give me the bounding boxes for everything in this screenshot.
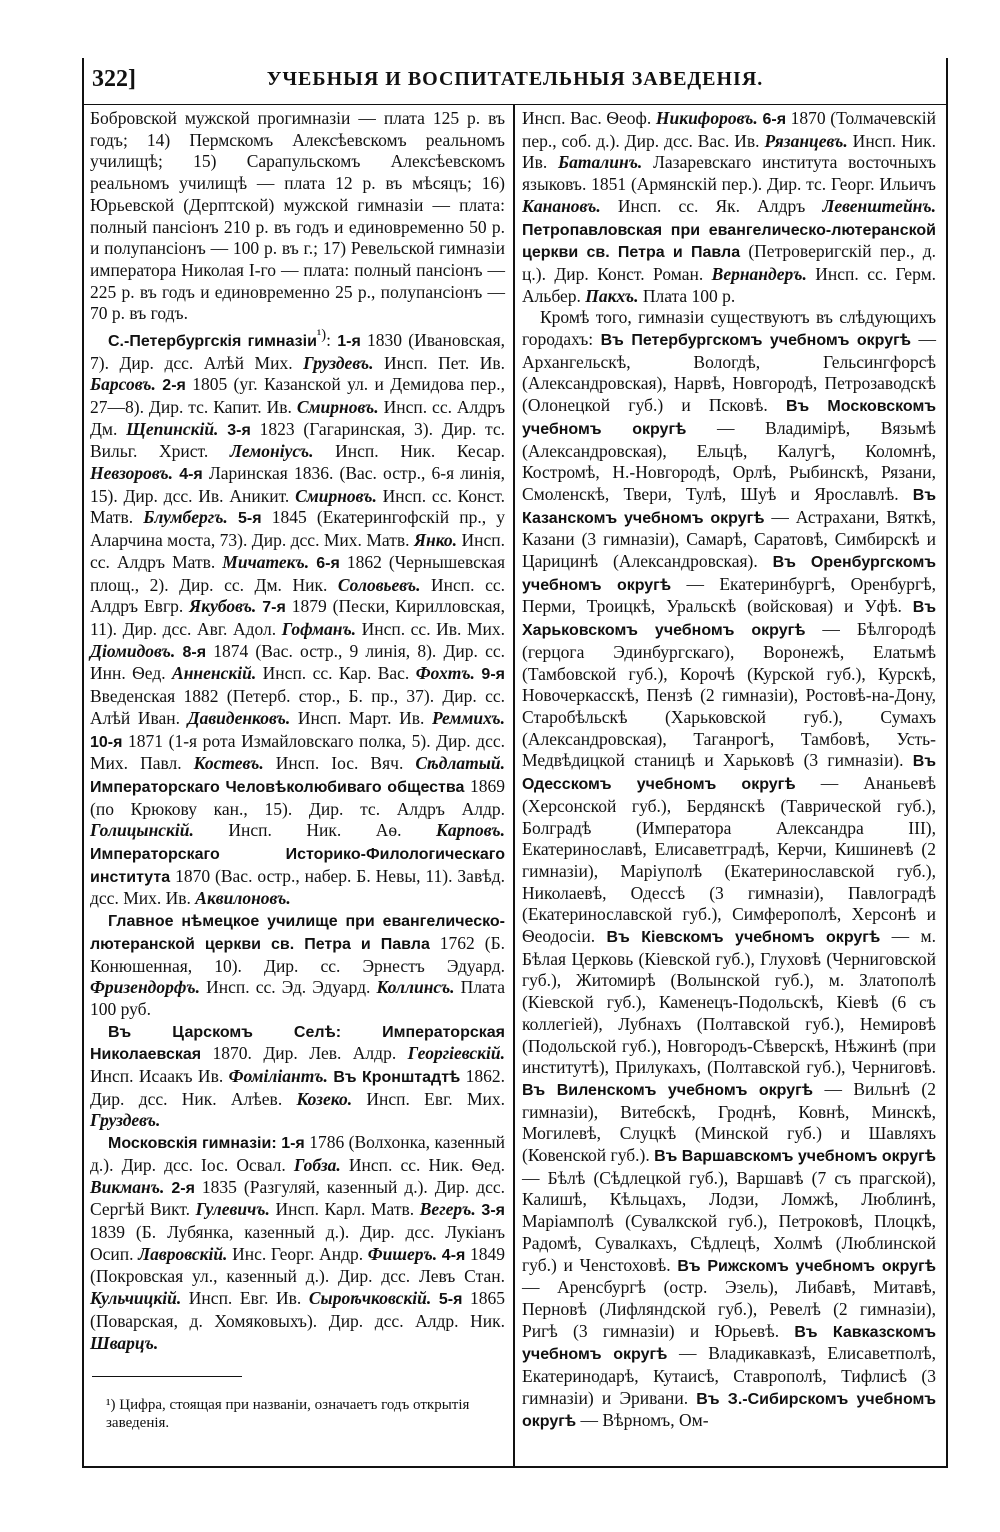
- surname: Гулевичъ.: [195, 1199, 270, 1220]
- surname: Невзоровъ.: [90, 463, 173, 484]
- surname: Гофманъ.: [281, 619, 357, 639]
- text: — Архангельскѣ, Вологдѣ, Гельсингфорсѣ (Александровская), Нарвѣ, Новгородѣ, Петрозаводскѣ (Олонецкой губ.) и Псковѣ.: [522, 329, 937, 416]
- surname: Аквилоновъ.: [195, 888, 291, 909]
- surname: Фишеръ.: [367, 1243, 438, 1264]
- text: Инсп. Карл. Матв.: [269, 1199, 420, 1220]
- text: 1870. Дир. Лев. Алдр.: [201, 1043, 408, 1064]
- text: Плата 100 руб.: [90, 977, 505, 1019]
- surname: Карповъ.: [435, 820, 505, 841]
- text: — Вѣрномъ, Ом-: [576, 1410, 709, 1431]
- text: Инсп. Ник. Ив.: [522, 130, 936, 173]
- footnote-rule: [92, 1376, 242, 1377]
- right-column: [522, 108, 936, 1433]
- surname: Груздевъ.: [90, 1110, 161, 1131]
- surname: Гобза.: [293, 1154, 341, 1175]
- text: — Владимірѣ, Вязьмѣ (Александровская), Ельцѣ, Калугѣ, Коломнѣ, Костромѣ, Н.-Новгородѣ, Орлѣ, Рыбинскѣ, Рязани, Смоленскѣ, Твери, Тулѣ, Шуѣ и Ярославлѣ.: [522, 417, 937, 504]
- gymnasium-number: 8-я: [175, 643, 207, 661]
- text: — м. Бѣлая Церковь (Кіевской губ.), Глуховѣ (Черниговской губ.), Житомирѣ (Волынской губ.), м. Златополѣ (Кіевской губ.), Каменецъ-Подольскѣ, Кіевѣ (6 съ коллегіей), Лубнахъ (Полтавской губ.), Немировѣ (Подольской губ.), Новгородъ-Сѣверскѣ, Нѣжинѣ (при институтѣ), Прилукахъ, (Полтавской губ.), Черниговѣ.: [522, 926, 936, 1078]
- text: Кромѣ того, гимназіи существуютъ въ слѣдующихъ городахъ:: [522, 307, 936, 350]
- surname: Анненскій.: [172, 663, 257, 684]
- left-column: [90, 108, 505, 1354]
- footnote-marker: ¹): [316, 327, 327, 344]
- paragraph-tsarskoe-selo: [90, 1021, 505, 1133]
- text: — Аренсбургѣ (остр. Эзель), Либавѣ, Митавѣ, Перновѣ (Лифляндской губ.), Ревелѣ (2 гимназіи), Ригѣ (3 гимназіи) и Юрьевѣ.: [522, 1277, 936, 1341]
- surname: Діомидовъ.: [90, 640, 176, 661]
- text: 1865 (Поварская, д. Хомяковыхъ). Дир. дсс. Алдр. Ник.: [90, 1288, 506, 1331]
- column-divider: [513, 104, 515, 1468]
- district-name: Въ З.-Сибирскомъ учебномъ округѣ: [522, 1390, 937, 1431]
- text: Инсп. сс. Як. Алдръ: [600, 195, 823, 216]
- district-name: Въ Петербургскомъ учебномъ округѣ: [600, 332, 912, 350]
- surname: Канановъ.: [522, 195, 601, 216]
- text: 1805 (уг. Казанской ул. и Демидова пер., 27—8). Дир. тс. Капит. Ив.: [90, 374, 505, 417]
- surname: Голицынскій.: [90, 820, 194, 841]
- text: 1874 (Вас. остр., 9 линія, 8). Дир. сс. Инн. Ѳед.: [90, 640, 505, 684]
- text: 1862 (Чернышевская площ., 2). Дир. сс. Дм. Ник.: [90, 551, 505, 595]
- surname: Баталинъ.: [558, 152, 643, 173]
- text: 1830 (Ивановская, 7). Дир. дсс. Алѣй Мих.: [90, 329, 505, 373]
- surname: Никифоровъ.: [655, 108, 758, 128]
- text: 1839 (Б. Лубянка, казенный д.). Дир. дсс. Лукіанъ Осип.: [90, 1221, 505, 1264]
- text: — Астрахани, Вяткѣ, Казани (3 гимназіи), Самарѣ, Саратовѣ, Симбирскѣ и Царицинѣ (Александровская).: [522, 506, 937, 572]
- school-name: Главное нѣмецкое училище при евангелическо-лютеранской церкви св. Петра и Павла: [90, 913, 505, 953]
- text: Плата 100 р.: [638, 285, 736, 306]
- section-heading: Московскія гимназіи:: [108, 1135, 277, 1153]
- running-title: УЧЕБНЫЯ И ВОСПИТАТЕЛЬНЫЯ ЗАВЕДЕНІЯ.: [266, 68, 764, 90]
- gymnasium-number: 6-я: [309, 554, 340, 572]
- surname: Сыроѣчковскій.: [308, 1288, 432, 1309]
- section-heading: С.-Петербургскія гимназіи: [108, 332, 317, 350]
- gymnasium-number: 5-я: [431, 1291, 463, 1309]
- text: Инсп. Іос. Вяч.: [263, 753, 416, 774]
- school-name: Петропавловская при евангелическо-лютеранской церкви св. Петра и Павла: [522, 221, 936, 262]
- text: Инсп. сс. Эд. Эдуард.: [199, 977, 377, 998]
- text: Инсп. Март. Ив.: [290, 707, 432, 728]
- text: 1823 (Гагаринская, 3). Дир. тс. Вильг. Христ.: [90, 418, 505, 462]
- surname: Кульчицкій.: [90, 1288, 182, 1309]
- surname: Вегеръ.: [419, 1199, 476, 1220]
- gymnasium-name: Императорскаго Человѣколюбиваго общества: [90, 778, 465, 796]
- text: 1835 (Разгуляй, казенный д.). Дир. дсс. Сергѣй Викт.: [90, 1176, 506, 1220]
- surname: Смирновъ.: [295, 485, 377, 506]
- text: 1871 (1-я рота Измайловскаго полка, 5). Дир. дсс. Мих. Павл.: [90, 730, 505, 774]
- district-name: Въ Харьковскомъ учебномъ округѣ: [522, 599, 936, 640]
- district-name: Въ Кіевскомъ учебномъ округѣ: [606, 929, 881, 947]
- book-page: [82, 58, 948, 1468]
- school-name: Въ Царскомъ Селѣ: Императорская Николаевская: [90, 1023, 505, 1064]
- text: :: [326, 329, 338, 350]
- gymnasium-number: 4-я: [437, 1246, 466, 1264]
- surname: Вернандеръ.: [711, 263, 807, 284]
- district-name: Въ Оренбургскомъ учебномъ округѣ: [522, 554, 936, 594]
- text: Инсп. Евг. Ив.: [181, 1288, 309, 1309]
- surname: Шварцъ.: [90, 1332, 159, 1353]
- text: — Вильнѣ (2 гимназіи), Витебскѣ, Гроднѣ, Ковнѣ, Минскѣ, Могилевѣ, Слуцкѣ (Минской губ.) и Шавляхъ (Ковенской губ.).: [522, 1078, 936, 1166]
- surname: Фризендорфъ.: [90, 977, 200, 998]
- gymnasium-number: 4-я: [173, 466, 203, 484]
- gymnasium-number: 2-я: [155, 377, 186, 395]
- surname: Рязанцевъ.: [764, 130, 848, 151]
- page-number: 322]: [92, 66, 136, 92]
- text: Инсп. Евг. Мих.: [352, 1088, 505, 1109]
- surname: Соловьевъ.: [337, 574, 421, 595]
- text: Инсп. сс. Ив. Мих.: [356, 619, 506, 639]
- text: 1869 (по Крюкову кан., 15). Дир. тс. Алдръ Алдр.: [90, 775, 505, 819]
- district-name: Въ Одесскомъ учебномъ округѣ: [522, 753, 936, 794]
- gymnasium-name: Императорскаго Историко-Филологическаго института: [90, 846, 505, 886]
- paragraph-other-cities: [522, 307, 936, 1433]
- text: Инсп. сс. Алдръ Евгр.: [90, 574, 506, 617]
- text: Инсп. Ник. Кесар.: [313, 441, 505, 462]
- surname: Лемоніусъ.: [229, 441, 314, 462]
- text: Инсп. сс. Герм. Альбер.: [522, 263, 937, 306]
- district-name: Въ Московскомъ учебномъ округѣ: [522, 398, 936, 438]
- text: Инсп. сс. Кар. Вас.: [256, 663, 416, 684]
- gymnasium-number: 6-я: [757, 111, 787, 128]
- paragraph-spb-gymnasia: [90, 325, 505, 910]
- surname: Якубовъ.: [189, 596, 257, 617]
- text: Инсп. сс. Алдръ Матв.: [90, 530, 506, 572]
- gymnasium-number: 1-я: [337, 332, 361, 350]
- district-name: Въ Виленскомъ учебномъ округѣ: [522, 1081, 814, 1099]
- surname: Барсовъ.: [90, 374, 156, 395]
- text: 1870 (Вас. остр., набер. Б. Невы, 11). Завѣд. дсс. Мих. Ив.: [90, 865, 505, 909]
- district-name: Въ Казанскомъ учебномъ округѣ: [522, 486, 936, 527]
- surname: Смирновъ.: [296, 396, 379, 417]
- surname: Фохтъ.: [415, 663, 475, 684]
- surname: Давиденковъ.: [187, 707, 291, 728]
- surname: Георгіевскій.: [407, 1043, 505, 1064]
- gymnasium-number: 2-я: [164, 1179, 195, 1197]
- gymnasium-number: 1-я: [276, 1135, 305, 1153]
- text: 1870 (Толмачевскій пер., соб. д.). Дир. дсс. Вас. Ив.: [522, 108, 937, 151]
- surname: Мичатекъ.: [222, 551, 310, 572]
- surname: Щепинскій.: [126, 418, 219, 439]
- surname: Сѣдлатый.: [415, 753, 505, 774]
- surname: Блумбергъ.: [143, 507, 228, 528]
- text: Лазаревскаго института восточныхъ языковъ. 1851 (Армянскій пер.). Дир. тс. Георг. Ильичъ: [522, 152, 936, 195]
- running-header: [82, 58, 948, 105]
- gymnasium-number: 3-я: [475, 1202, 505, 1220]
- text: 1786 (Волхонка, казенный д.). Дир. дсс. Іос. Освал.: [90, 1132, 505, 1175]
- text: Инсп. сс. Ник. Ѳед.: [340, 1154, 505, 1175]
- text: Инсп. сс. Алдръ Дм.: [90, 396, 505, 439]
- paragraph-moscow-continued: [522, 108, 936, 307]
- text: Инсп. Исаакъ Ив.: [90, 1066, 229, 1087]
- surname: Пакхъ.: [585, 285, 639, 306]
- text: Инсп. сс. Конст. Матв.: [90, 485, 506, 528]
- text: — Бѣлѣ (Сѣдлецкой губ.), Варшавѣ (7 съ прагской), Калишѣ, Кѣльцахъ, Лодзи, Ломжѣ, Люблинѣ, Маріамполѣ (Сувалкской губ.), Петроковѣ, Плоцкѣ, Радомѣ, Сувалкахъ, Сѣдлецѣ, Холмѣ (Люблинской губ.) и Ченстоховѣ.: [522, 1167, 936, 1275]
- surname: Костевъ.: [193, 753, 264, 774]
- text: Ларинская 1836. (Вас. остр., 6-я линія, 15). Дир. дсс. Ив. Аникит.: [90, 463, 505, 506]
- text: 1879 (Пески, Кирилловская, 11). Дир. дсс. Авг. Адол.: [90, 596, 505, 639]
- gymnasium-number: 10-я: [90, 733, 123, 751]
- district-name: Въ Рижскомъ учебномъ округѣ: [677, 1257, 936, 1275]
- footnote: ¹) Цифра, стоящая при названіи, означаетъ годъ открытія заведенія.: [106, 1397, 470, 1431]
- district-name: Въ Варшавскомъ учебномъ округѣ: [654, 1148, 936, 1166]
- text: 1845 (Екатерингофскій пр., у Аларчина моста, 73). Дир. дсс. Мих. Матв.: [90, 507, 505, 551]
- text: Инсп. Вас. Ѳеоф.: [522, 108, 656, 128]
- text: Введенская 1882 (Петерб. стор., Б. пр., 37). Дир. сс. Алѣй Иван.: [90, 686, 505, 728]
- text: Инсп. Ник. Аѳ.: [193, 820, 436, 841]
- gymnasium-number: 9-я: [474, 666, 505, 684]
- text: — Екатеринбургѣ, Оренбургѣ, Перми, Троицкѣ, Уральскѣ (войсковая) и Уфѣ.: [522, 573, 936, 617]
- paragraph-german-school: [90, 910, 505, 1021]
- surname: Викманъ.: [90, 1176, 165, 1197]
- paragraph-fees: Бобровской мужской прогимназіи — плата 125 р. въ годъ; 14) Пермскомъ Алексѣевскомъ реальномъ училищѣ; 15) Сарапульскомъ Алексѣевскомъ реальномъ училищѣ — плата 12 р. въ мѣсяцъ; 16) Юрьевской (Дерптской) мужской гимназіи — плата: полный пансіонъ 210 р. въ годъ и единовременно 50 р. и полупансіонъ — 100 р. въ г.; 17) Ревельской гимназіи императора Николая I-го — плата: полный пансіонъ — 225 р. въ годъ и единовременно 25 р., полупансіонъ — 70 р. въ годъ.: [90, 108, 505, 324]
- district-name: Въ Кавказскомъ учебномъ округѣ: [522, 1323, 936, 1364]
- surname: Коллинсъ.: [376, 977, 455, 998]
- school-name: Въ Кронштадтѣ: [327, 1069, 461, 1087]
- surname: Лавровскій.: [138, 1243, 228, 1264]
- surname: Козеко.: [296, 1088, 353, 1109]
- text: 1862. Дир. дсс. Ник. Алѣев.: [90, 1066, 505, 1109]
- text: 1762 (Б. Конюшенная, 10). Дир. сс. Эрнестъ Эдуард.: [90, 932, 505, 976]
- gymnasium-number: 3-я: [218, 421, 251, 439]
- text: — Ананьевѣ (Херсонской губ.), Бердянскѣ (Таврической губ.), Болградѣ (Императора Александра III), Екатеринославѣ, Елисаветградѣ, Керчи, Кишиневѣ (2 гимназіи), Маріуполѣ (Екатеринославской губ.), Николаевѣ, Одессѣ (3 гимназіи), Павлоградѣ (Екатеринославской губ.), Симферополѣ, Херсонѣ и Ѳеодосіи.: [522, 773, 936, 947]
- surname: Реммихъ.: [431, 707, 505, 728]
- text: — Бѣлгородѣ (герцога Эдинбургскаго), Воронежѣ, Елатьмѣ (Тамбовской губ.), Корочѣ (Курской губ.), Курскѣ, Новочеркасскѣ, Пензѣ (2 гимназіи), Ростовѣ-на-Дону, Старобѣльскѣ (Харьковской губ.), Сумахъ (Александровская), Таганрогѣ, Тамбовѣ, Усть-Медвѣдицкой станицѣ и Харьковѣ (3 гимназіи).: [522, 619, 936, 771]
- surname: Фоміліантъ.: [228, 1066, 328, 1087]
- surname: Груздевъ.: [303, 352, 374, 373]
- surname: Левенштейнъ.: [822, 195, 936, 216]
- text: 1849 (Покровская ул., казенный д.). Дир. дсс. Левъ Стан.: [90, 1243, 506, 1287]
- text: (Петроверигскій пер., д. ц.). Дир. Конст. Роман.: [522, 241, 936, 284]
- paragraph-moscow-gymnasia: [90, 1132, 505, 1354]
- text: Инсп. Пет. Ив.: [373, 352, 506, 373]
- text: — Владикавказѣ, Елисаветполѣ, Екатеринодарѣ, Кутаисѣ, Ставрополѣ, Тифлисѣ (3 гимназіи) и Эривани.: [522, 1343, 936, 1408]
- gymnasium-number: 7-я: [256, 599, 286, 617]
- gymnasium-number: 5-я: [227, 510, 262, 528]
- surname: Янко.: [413, 530, 458, 551]
- text: Инс. Георг. Андр.: [227, 1243, 368, 1264]
